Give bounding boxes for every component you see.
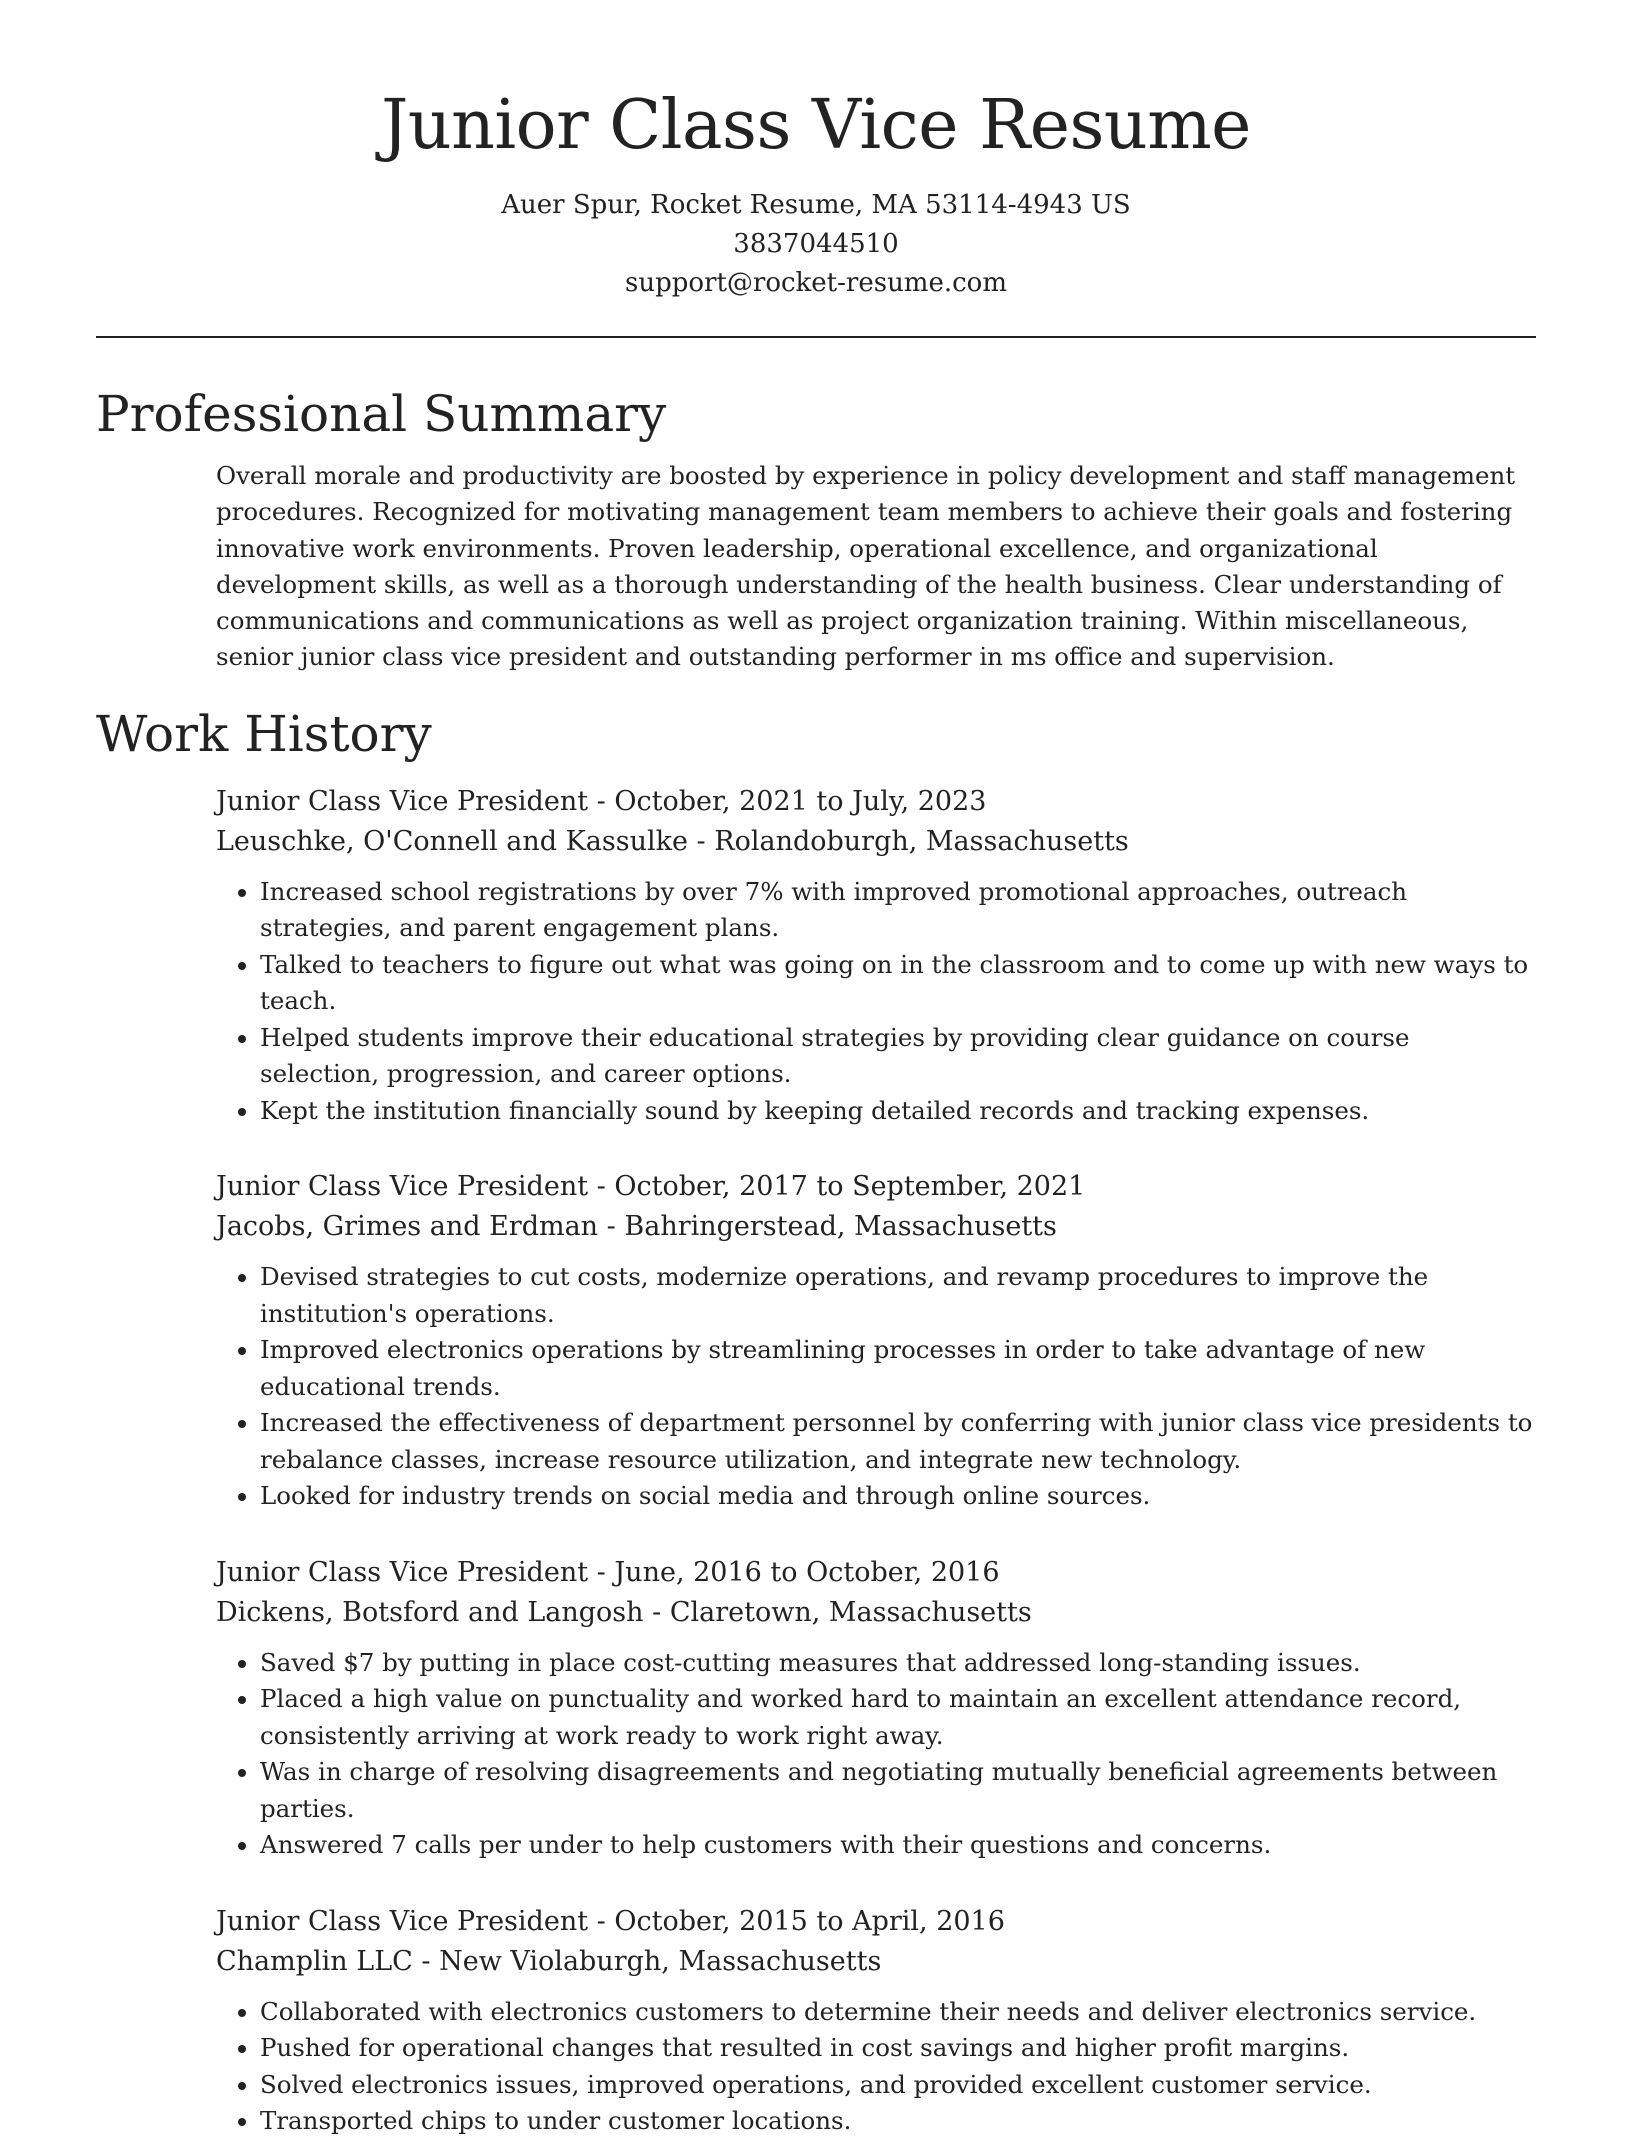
job-bullet: • Talked to teachers to figure out what was going on in the classroom and to come up with new ways to teach. bbox=[260, 947, 1536, 1020]
contact-info bbox=[0, 186, 1632, 303]
job-dates: October, 2021 to July, 2023 bbox=[614, 785, 987, 817]
job-bullet: • Kept the institution financially sound by keeping detailed records and tracking expenses. bbox=[260, 1093, 1536, 1130]
job-entry bbox=[216, 782, 1536, 1130]
job-bullet: • Pushed for operational changes that resulted in cost savings and higher profit margins. bbox=[260, 2030, 1536, 2067]
job-separator: - bbox=[643, 1596, 670, 1628]
job-bullet: • Increased the effectiveness of department personnel by conferring with junior class vice presidents to rebalance classes, increase resource utilization, and integrate new technology. bbox=[260, 1405, 1536, 1478]
job-bullet: • Transported chips to under customer locations. bbox=[260, 2103, 1536, 2140]
job-location: Rolandoburgh, Massachusetts bbox=[714, 825, 1129, 857]
job-title: Junior Class Vice President bbox=[216, 1171, 589, 1203]
job-company: Dickens, Botsford and Langosh bbox=[216, 1596, 644, 1628]
job-bullet-list bbox=[216, 1259, 1536, 1515]
job-entry bbox=[216, 1167, 1536, 1515]
job-company: Jacobs, Grimes and Erdman bbox=[216, 1211, 599, 1243]
job-bullet: • Was in charge of resolving disagreements and negotiating mutually beneficial agreements between parties. bbox=[260, 1754, 1536, 1827]
job-title-line bbox=[216, 1167, 1536, 1207]
contact-phone: 3837044510 bbox=[733, 229, 899, 259]
job-separator: - bbox=[588, 1171, 615, 1203]
job-bullet-list bbox=[216, 1645, 1536, 1864]
job-bullet: • Solved electronics issues, improved operations, and provided excellent customer service. bbox=[260, 2067, 1536, 2104]
job-company: Champlin LLC bbox=[216, 1945, 413, 1977]
contact-address: Auer Spur, Rocket Resume, MA 53114-4943 US bbox=[501, 190, 1131, 220]
job-bullet-list bbox=[216, 1994, 1536, 2140]
job-bullet: • Devised strategies to cut costs, modernize operations, and revamp procedures to improve the institution's operations. bbox=[260, 1259, 1536, 1332]
job-title-line bbox=[216, 1902, 1536, 1942]
job-separator: - bbox=[588, 785, 615, 817]
job-bullet: • Increased school registrations by over 7% with improved promotional approaches, outreach strategies, and parent engagement plans. bbox=[260, 874, 1536, 947]
job-company: Leuschke, O'Connell and Kassulke bbox=[216, 825, 688, 857]
job-company-line bbox=[216, 822, 1536, 862]
summary-text: Overall morale and productivity are boosted by experience in policy development and staff management procedures. Recognized for motivating management team members to achieve their goals and fostering innovative work environments. Proven leadership, operational excellence, and organizational development skills, as well as a thorough understanding of the health business. Clear understanding of communications and communications as well as project organization training. Within miscellaneous, senior junior class vice president and outstanding performer in ms office and supervision. bbox=[216, 461, 1516, 672]
job-bullet: • Answered 7 calls per under to help customers with their questions and concerns. bbox=[260, 1827, 1536, 1864]
job-company-line bbox=[216, 1593, 1536, 1633]
job-title: Junior Class Vice President bbox=[216, 785, 589, 817]
job-separator: - bbox=[412, 1945, 440, 1977]
job-bullet: • Placed a high value on punctuality and worked hard to maintain an excellent attendance record, consistently arriving at work ready to work right away. bbox=[260, 1681, 1536, 1754]
job-title: Junior Class Vice President bbox=[216, 1905, 589, 1937]
job-bullet: • Improved electronics operations by streamlining processes in order to take advantage of new educational trends. bbox=[260, 1332, 1536, 1405]
job-bullet: • Collaborated with electronics customers to determine their needs and deliver electronics service. bbox=[260, 1994, 1536, 2031]
job-dates: October, 2015 to April, 2016 bbox=[614, 1905, 1005, 1937]
job-separator: - bbox=[588, 1905, 615, 1937]
resume-header bbox=[0, 0, 1632, 303]
job-title-line bbox=[216, 782, 1536, 822]
job-company-line bbox=[216, 1207, 1536, 1247]
resume-title: Junior Class Vice Resume bbox=[381, 86, 1251, 165]
job-bullet: • Helped students improve their educational strategies by providing clear guidance on course selection, progression, and career options. bbox=[260, 1020, 1536, 1093]
job-location: New Violaburgh, Massachusetts bbox=[439, 1945, 882, 1977]
contact-email: support@rocket-resume.com bbox=[624, 268, 1007, 298]
job-dates: June, 2016 to October, 2016 bbox=[614, 1556, 1000, 1588]
job-entry bbox=[216, 1902, 1536, 2140]
job-separator: - bbox=[588, 1556, 615, 1588]
job-separator: - bbox=[598, 1211, 625, 1243]
job-company-line bbox=[216, 1942, 1536, 1982]
job-location: Bahringerstead, Massachusetts bbox=[624, 1211, 1057, 1243]
job-bullet-list bbox=[216, 874, 1536, 1130]
job-title-line bbox=[216, 1553, 1536, 1593]
job-dates: October, 2017 to September, 2021 bbox=[614, 1171, 1086, 1203]
job-entry bbox=[216, 1553, 1536, 1864]
job-bullet: • Saved $7 by putting in place cost-cutting measures that addressed long-standing issues. bbox=[260, 1645, 1536, 1682]
job-title: Junior Class Vice President bbox=[216, 1556, 589, 1588]
section-title-work-history: Work History bbox=[96, 704, 432, 763]
job-location: Claretown, Massachusetts bbox=[669, 1596, 1032, 1628]
header-divider bbox=[96, 336, 1536, 338]
job-bullet: • Looked for industry trends on social media and through online sources. bbox=[260, 1478, 1536, 1515]
job-separator: - bbox=[687, 825, 715, 857]
section-title-summary: Professional Summary bbox=[96, 385, 667, 443]
